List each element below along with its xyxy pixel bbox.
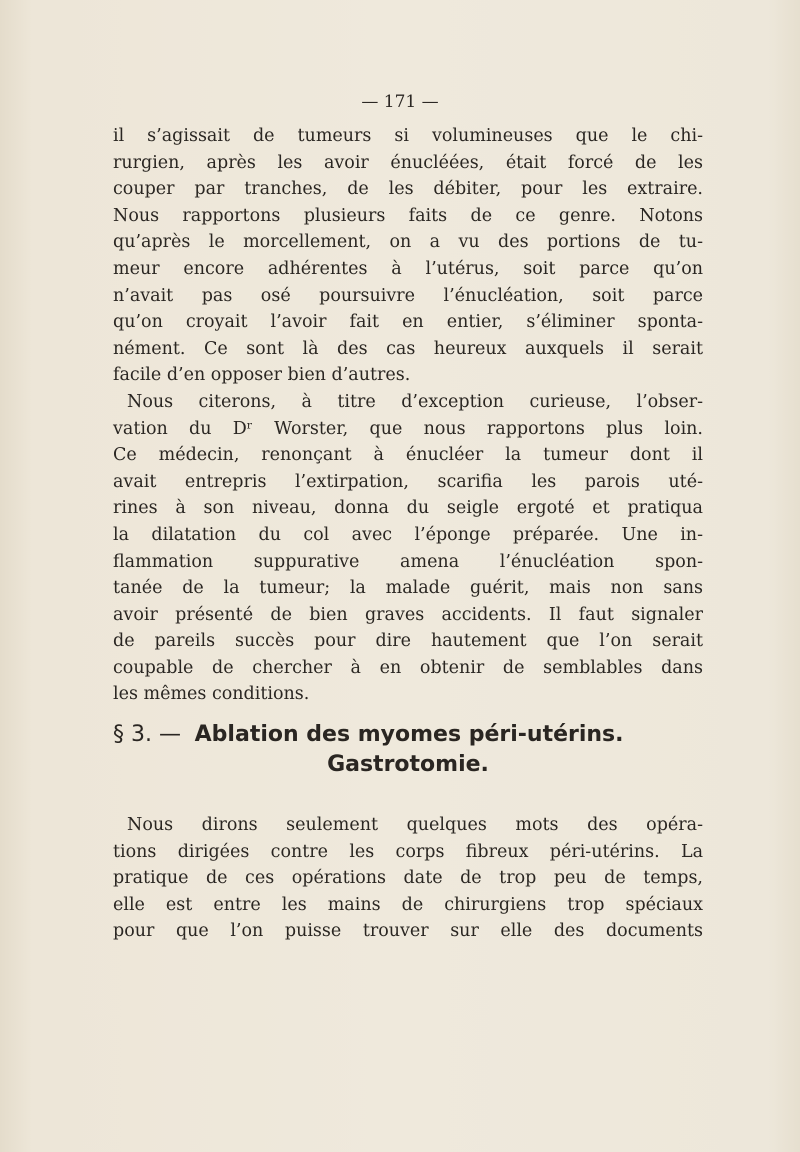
text-line: pratique de ces opérations date de trop peu de temps, <box>113 868 703 889</box>
text-line: les mêmes conditions. <box>113 684 310 705</box>
text-line: rines à son niveau, donna du seigle ergoté et pratiqua <box>113 498 703 519</box>
section-heading <box>113 720 703 780</box>
text-line: elle est entre les mains de chirurgiens trop spéciaux <box>113 894 703 915</box>
text-line: Ce médecin, renonçant à énucléer la tumeur dont il <box>113 445 703 466</box>
text-line: tions dirigées contre les corps fibreux péri-utérins. La <box>113 841 703 862</box>
text-line: de pareils succès pour dire hautement que l’on serait <box>113 631 703 652</box>
text-line: avait entrepris l’extirpation, scarifia les parois uté- <box>113 471 703 492</box>
page-number: — 171 — <box>361 92 439 112</box>
section-number: § 3. — <box>113 722 181 747</box>
text-line: il s’agissait de tumeurs si volumineuses que le chi- <box>113 126 703 146</box>
section-heading-line <box>113 720 703 750</box>
text-line: tanée de la tumeur; la malade guérit, mais non sans <box>113 578 703 599</box>
paragraph-3 <box>113 812 703 945</box>
text-line: qu’on croyait l’avoir fait en entier, s’éliminer sponta- <box>113 312 703 333</box>
text-line: Nous rapportons plusieurs faits de ce genre. Notons <box>113 205 703 226</box>
paragraph-1 <box>113 123 703 708</box>
text-line: meur encore adhérentes à l’utérus, soit parce qu’on <box>113 258 703 279</box>
text-line: facile d’en opposer bien d’autres. <box>113 365 411 386</box>
text-line: coupable de chercher à en obtenir de semblables dans <box>113 657 703 678</box>
text-line: qu’après le morcellement, on a vu des portions de tu- <box>113 232 703 253</box>
text-line: la dilatation du col avec l’éponge préparée. Une in- <box>113 524 703 545</box>
text-line: Nous dirons seulement quelques mots des opéra- <box>127 815 703 835</box>
text-line: rurgien, après les avoir énucléées, était forcé de les <box>113 152 703 173</box>
text-line: couper par tranches, de les débiter, pour les extraire. <box>113 179 703 200</box>
text-line: vation du Dʳ Worster, que nous rapportons plus loin. <box>113 418 703 439</box>
section-subtitle: Gastrotomie. <box>327 752 489 777</box>
text-line: Nous citerons, à titre d’exception curieuse, l’obser- <box>127 391 703 412</box>
text-line: pour que l’on puisse trouver sur elle des documents <box>113 921 703 942</box>
text-line: nément. Ce sont là des cas heureux auxquels il serait <box>113 338 703 359</box>
text-line: avoir présenté de bien graves accidents. Il faut signaler <box>113 604 703 625</box>
text-line: flammation suppurative amena l’énucléation spon- <box>113 551 703 572</box>
section-title: Ablation des myomes péri-utérins. <box>194 722 624 747</box>
text-line: n’avait pas osé poursuivre l’énucléation, soit parce <box>113 285 703 306</box>
